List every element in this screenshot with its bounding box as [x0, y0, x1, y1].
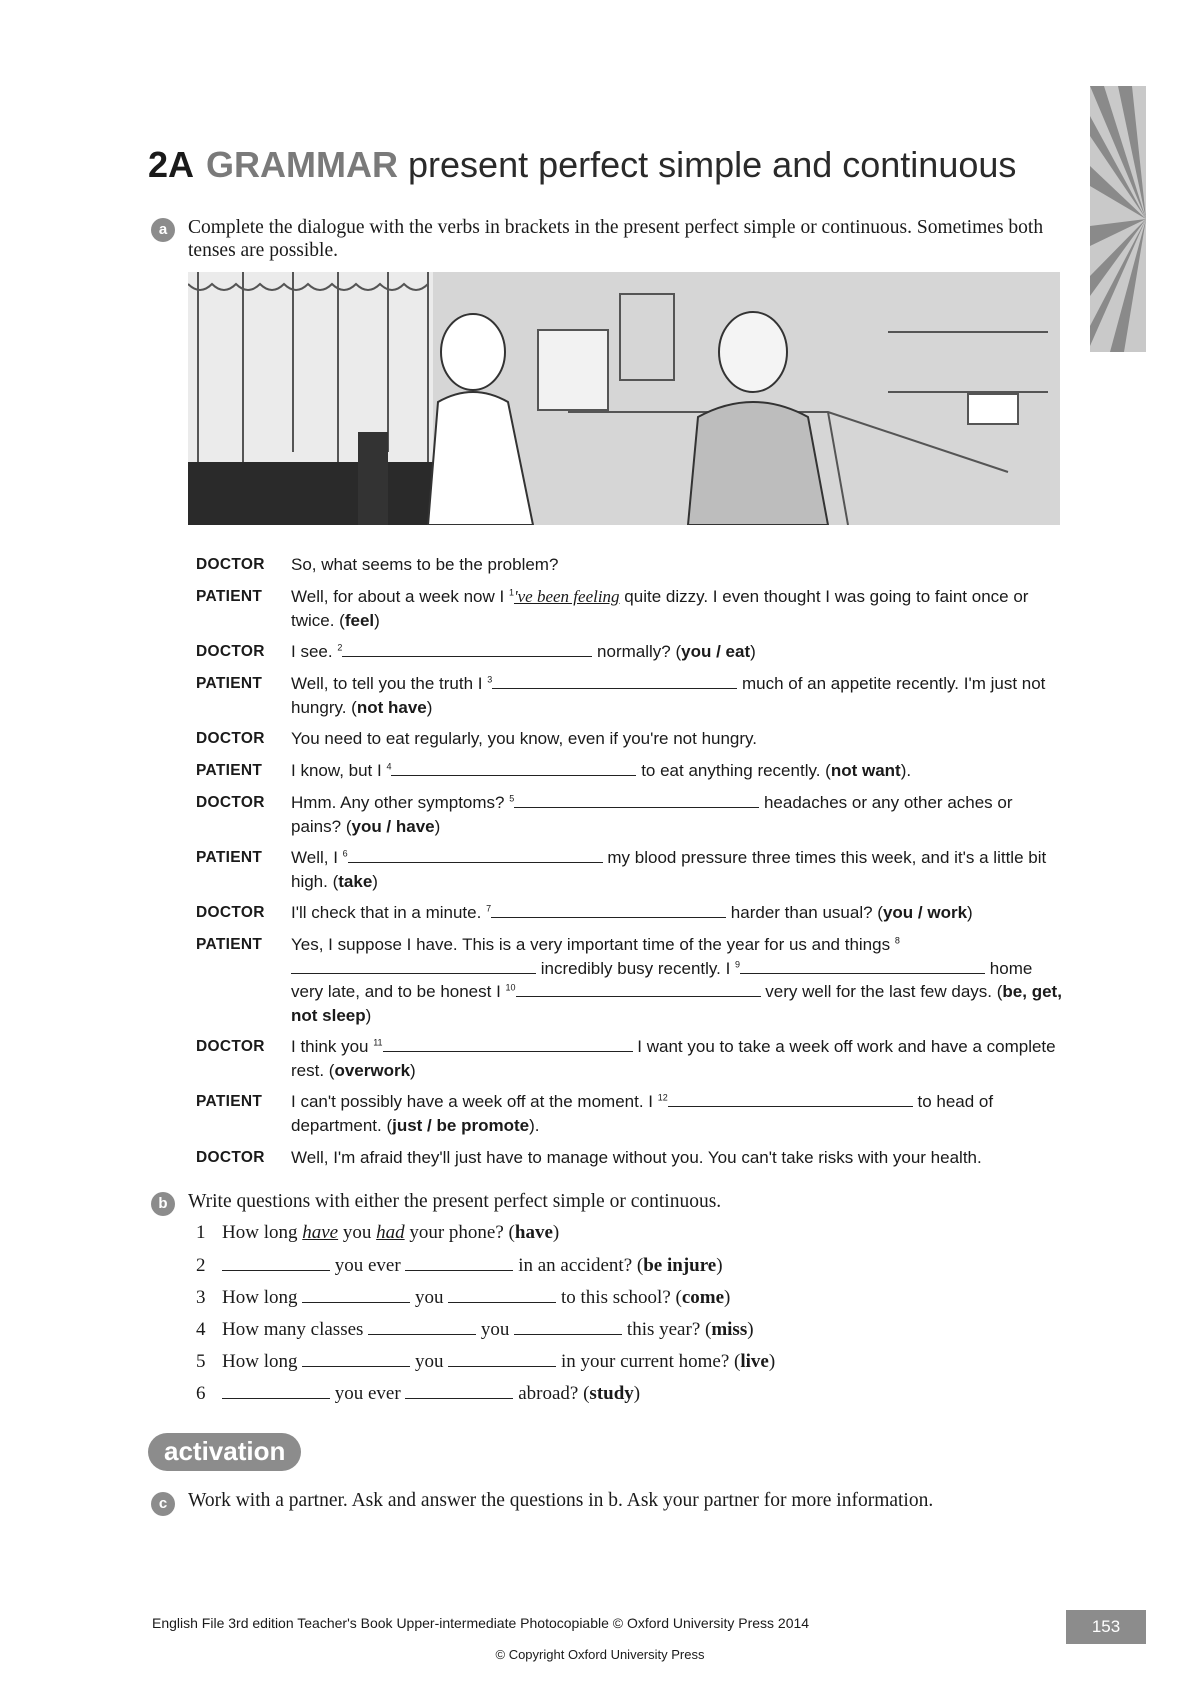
dialogue-text: Well, to tell you the truth I $^3$ much of an appetite recently. I'm just not hungry. (not have) — [291, 674, 1046, 717]
corner-tab-decoration — [1090, 86, 1146, 352]
speaker-label: PATIENT — [196, 762, 263, 779]
part-a-badge: a — [151, 218, 175, 242]
gap-number: 6 — [342, 848, 348, 859]
doctor-patient-illustration — [188, 272, 1060, 525]
topic-name: present perfect simple and continuous — [408, 144, 1017, 185]
speaker-label: DOCTOR — [196, 556, 265, 573]
answer-blank[interactable] — [448, 1286, 556, 1303]
question-row: 2 you ever in an accident? (be injure) — [196, 1255, 723, 1276]
gap-number: 4 — [386, 761, 392, 772]
speaker-label: DOCTOR — [196, 904, 265, 921]
verb-prompt: miss — [711, 1319, 748, 1340]
unit-number: 2A — [148, 144, 195, 185]
part-b-instruction: Write questions with either the present perfect simple or continuous. — [188, 1191, 722, 1212]
answer-blank[interactable] — [516, 980, 761, 997]
speaker-label: PATIENT — [196, 936, 263, 953]
page-title — [148, 144, 1016, 186]
answer-blank[interactable] — [342, 640, 592, 657]
speaker-label: PATIENT — [196, 1093, 263, 1110]
verb-prompt: you / eat — [681, 642, 751, 661]
dialogue-text: I see. $^2$ normally? (you / eat) — [291, 642, 756, 661]
verb-prompt: overwork — [334, 1060, 411, 1080]
dialogue-text: I think you $^{11}$ I want you to take a week off work and have a complete rest. (overwork) — [291, 1037, 1056, 1080]
verb-prompt: not have — [356, 697, 427, 717]
gap-number: 12 — [657, 1092, 668, 1103]
answer-blank[interactable] — [740, 957, 985, 974]
dialogue-text: I'll check that in a minute. $^7$ harder than usual? (you / work) — [291, 903, 973, 922]
gap-number: 10 — [505, 982, 516, 993]
answer-blank[interactable] — [291, 957, 536, 974]
question-row: 6 you ever abroad? (study) — [196, 1383, 641, 1404]
verb-prompt: you / have — [351, 816, 435, 836]
copyright-notice: © Copyright Oxford University Press — [495, 1647, 705, 1662]
verb-prompt: have — [514, 1222, 553, 1243]
speaker-label: DOCTOR — [196, 643, 265, 660]
verb-prompt: study — [589, 1383, 634, 1404]
part-a-instruction: Complete the dialogue with the verbs in brackets in the present perfect simple or continuous. Sometimes both tenses are possible. — [188, 217, 1044, 261]
speaker-label: DOCTOR — [196, 1038, 265, 1055]
gap-number: 5 — [509, 793, 515, 804]
speaker-label: PATIENT — [196, 675, 263, 692]
part-b-badge: b — [151, 1192, 175, 1216]
answer-blank[interactable] — [491, 901, 726, 918]
answer-blank[interactable] — [222, 1382, 330, 1399]
dialogue-text: I can't possibly have a week off at the moment. I $^{12}$ to head of department. (just / be promote). — [291, 1092, 994, 1135]
verb-prompt: just / be promote — [392, 1115, 530, 1135]
verb-prompt: live — [740, 1351, 769, 1372]
example-answer: have — [302, 1222, 339, 1243]
gap-number: 9 — [735, 958, 741, 969]
gap-number: 8 — [894, 935, 900, 946]
verb-prompt: be injure — [643, 1255, 717, 1276]
question-row: 3 How long you to this school? (come) — [196, 1287, 731, 1308]
answer-blank[interactable] — [405, 1254, 513, 1271]
answer-blank[interactable] — [368, 1318, 476, 1335]
dialogue-text: Yes, I suppose I have. This is a very important time of the year for us and things $^8$ incredibly busy recently. I $^9$ home very late, and to be honest I $^{10}$ very well for the last few days. (be, get, not sleep) — [291, 935, 1062, 1025]
answer-blank[interactable] — [514, 791, 759, 808]
answer-blank[interactable] — [302, 1286, 410, 1303]
dialogue-text: So, what seems to be the problem? — [291, 555, 559, 574]
activation-heading: activation — [148, 1433, 301, 1471]
dialogue-text: I know, but I $^4$ to eat anything recently. (not want). — [291, 761, 912, 780]
dialogue-text: You need to eat regularly, you know, even if you're not hungry. — [291, 729, 758, 748]
answer-blank[interactable] — [514, 1318, 622, 1335]
dialogue-text: Well, I $^6$ my blood pressure three times this week, and it's a little bit high. (take) — [291, 848, 1047, 891]
example-answer: 've been feeling — [513, 587, 620, 606]
dialogue-text: Well, I'm afraid they'll just have to manage without you. You can't take risks with your health. — [291, 1148, 982, 1167]
speaker-label: DOCTOR — [196, 794, 265, 811]
answer-blank[interactable] — [222, 1254, 330, 1271]
gap-number: 1 — [508, 587, 514, 598]
speaker-label: DOCTOR — [196, 1149, 265, 1166]
speaker-label: DOCTOR — [196, 730, 265, 747]
footer-credit: English File 3rd edition Teacher's Book Upper-intermediate Photocopiable © Oxford University Press 2014 — [152, 1615, 810, 1631]
verb-prompt: feel — [344, 610, 375, 630]
gap-number: 11 — [373, 1037, 383, 1048]
question-row: 5 How long you in your current home? (live) — [196, 1351, 776, 1372]
answer-blank[interactable] — [405, 1382, 513, 1399]
dialogue-text: Well, for about a week now I $^1$'ve been feeling quite dizzy. I even thought I was going to faint once or twice. (feel) — [291, 587, 1029, 630]
page-number: 153 — [1066, 1610, 1146, 1644]
answer-blank[interactable] — [492, 672, 737, 689]
verb-prompt: be, get, not sleep — [291, 982, 1062, 1025]
speaker-label: PATIENT — [196, 849, 263, 866]
gap-number: 3 — [487, 674, 493, 685]
question-row: 4 How many classes you this year? (miss) — [196, 1319, 754, 1340]
section-name: GRAMMAR — [206, 144, 399, 185]
answer-blank[interactable] — [348, 846, 603, 863]
answer-blank[interactable] — [668, 1090, 913, 1107]
dialogue-text: Hmm. Any other symptoms? $^5$ headaches or any other aches or pains? (you / have) — [291, 793, 1013, 836]
part-c-badge: c — [151, 1492, 175, 1516]
answer-blank[interactable] — [391, 759, 636, 776]
answer-blank[interactable] — [383, 1035, 633, 1052]
speaker-label: PATIENT — [196, 588, 263, 605]
question-row: 1 How long have you had your phone? (have) — [196, 1222, 560, 1243]
verb-prompt: not want — [830, 761, 901, 780]
example-answer: had — [376, 1222, 405, 1243]
part-c-instruction: Work with a partner. Ask and answer the questions in b. Ask your partner for more information. — [188, 1490, 934, 1511]
gap-number: 2 — [337, 642, 343, 653]
verb-prompt: you / work — [882, 903, 968, 922]
gap-number: 7 — [486, 903, 492, 914]
verb-prompt: take — [338, 871, 373, 891]
answer-blank[interactable] — [302, 1350, 410, 1367]
answer-blank[interactable] — [448, 1350, 556, 1367]
verb-prompt: come — [681, 1287, 725, 1308]
